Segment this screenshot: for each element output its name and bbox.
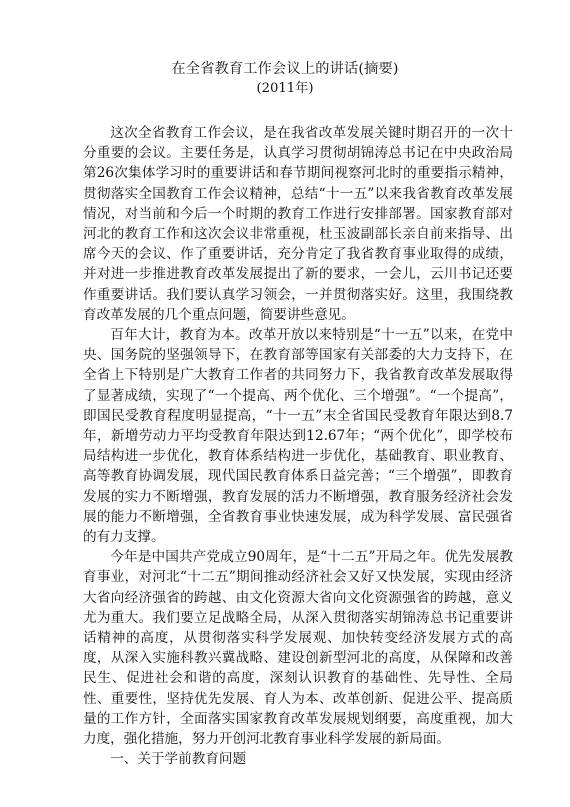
body-paragraph: 百年大计，教育为本。改革开放以来特别是“十一五”以来，在党中央、国务院的坚强领导下，在教育部等国家有关部委的大力支持下，在全省上下特别是广大教育工作者的共同努力下，我省教育改革发展取得了显著成绩，实现了“一个提高、两个优化、三个增强”。“一个提高”，即国民受教育程度明显提高，“十一五”末全省国民受教育年限达到8.7年，新增劳动力平均受教育年限达到12.67年；“两个优化”，即学校布局结构进一步优化，教育体系结构进一步优化，基础教育、职业教育、高等教育协调发展，现代国民教育体系日益完善；“三个增强”，即教育发展的实力不断增强，教育发展的活力不断增强，教育服务经济社会发展的能力不断增强，全省教育事业快速发展，成为科学发展、富民强省的有力支撑。 (83, 327, 513, 546)
section-heading: 一、关于学前教育问题 (110, 751, 247, 768)
body-paragraph: 今年是中国共产党成立90周年，是“十二五”开局之年。优先发展教育事业，对河北“十二五”期间推动经济社会又好又快发展，实现由经济大省向经济强省的跨越、由文化资源大省向文化资源强省的跨越，意义尤为重大。我们要立足战略全局，从深入贯彻落实胡锦涛总书记重要讲话精神的高度，从贯彻落实科学发展观、加快转变经济发展方式的高度，从深入实施科教兴冀战略、建设创新型河北的高度，从保障和改善民生、促进社会和谐的高度，深刻认识教育的基础性、先导性、全局性、重要性，坚持优先发展、育人为本、改革创新、促进公平、提高质量的工作方针，全面落实国家教育改革发展规划纲要，高度重视，加大力度，强化措施，努力开创河北教育事业科学发展的新局面。 (83, 549, 513, 748)
body-paragraph: 这次全省教育工作会议，是在我省改革发展关键时期召开的一次十分重要的会议。主要任务是，认真学习贯彻胡锦涛总书记在中央政治局第26次集体学习时的重要讲话和春节期间视察河北时的重要指示精神，贯彻落实全国教育工作会议精神，总结“十一五”以来我省教育改革发展情况，对当前和今后一个时期的教育工作进行安排部署。国家教育部对河北的教育工作和这次会议非常重视，杜玉波副部长亲自前来指导、出席今天的会议、作了重要讲话，充分肯定了我省教育事业取得的成绩，并对进一步推进教育改革发展提出了新的要求，一会儿，云川书记还要作重要讲话。我们要认真学习领会，一并贯彻落实好。这里，我围绕教育改革发展的几个重点问题，简要讲些意见。 (83, 125, 513, 323)
document-subtitle: (2011年) (256, 81, 314, 96)
document-body (83, 123, 513, 770)
document-title: 在全省教育工作会议上的讲话(摘要) (171, 61, 399, 77)
